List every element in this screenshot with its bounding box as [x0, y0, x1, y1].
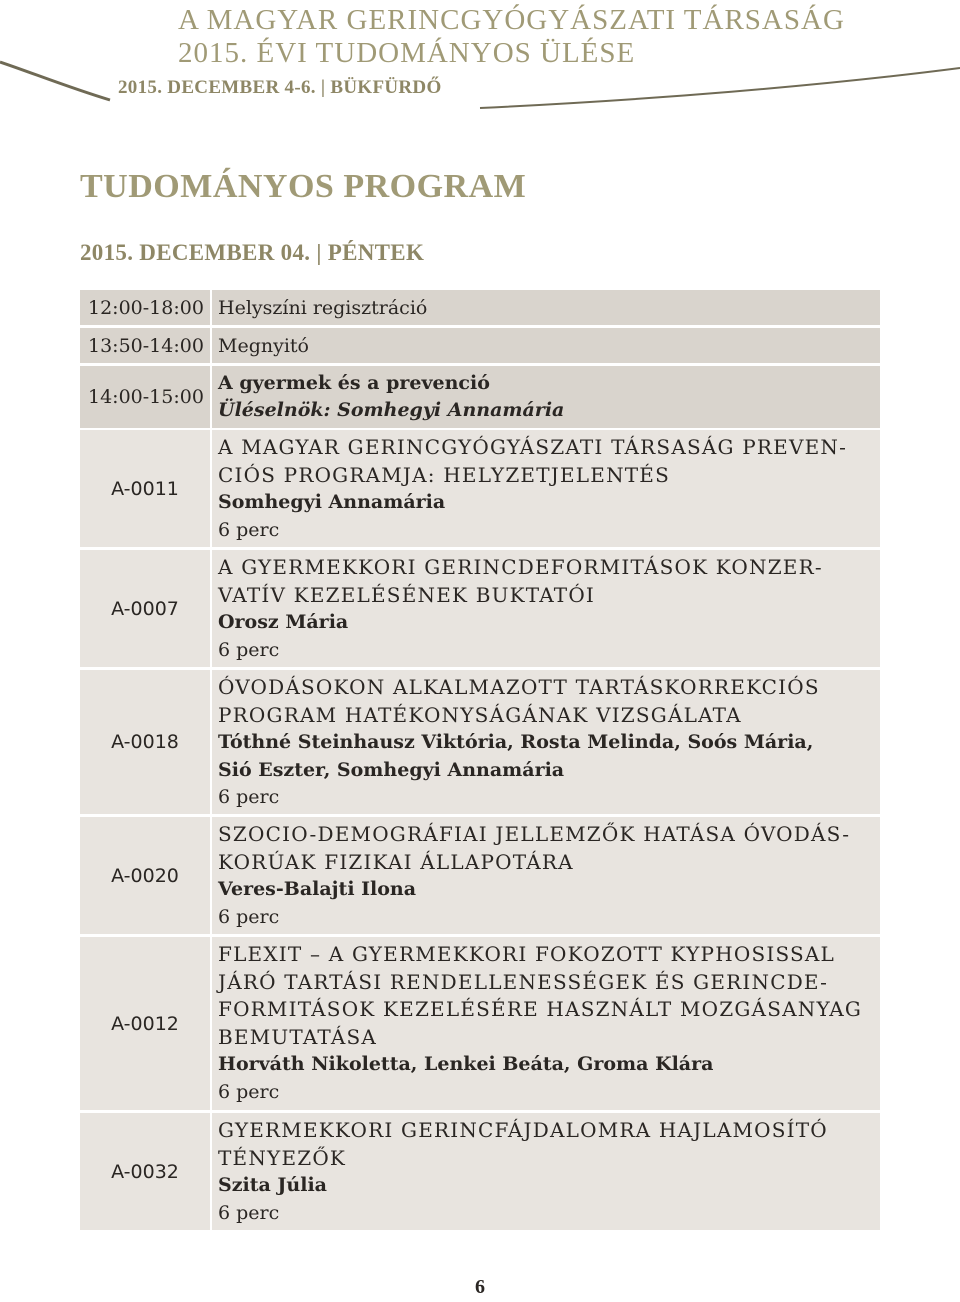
- talk-code: A-0020: [80, 817, 210, 934]
- conference-date-place: 2015. DECEMBER 4-6. | BÜKFÜRDŐ: [118, 77, 442, 98]
- talk-entry: [212, 817, 880, 934]
- talk-entry: [212, 1113, 880, 1230]
- schedule-time-registration: 12:00-18:00: [80, 290, 210, 325]
- schedule-time-opening: 13:50-14:00: [80, 328, 210, 363]
- session-time: 14:00-15:00: [80, 366, 210, 428]
- talk-code: A-0018: [80, 670, 210, 814]
- talk-title-line: FORMITÁSOK KEZELÉSÉRE HASZNÁLT MOZGÁSANYAG: [218, 997, 863, 1021]
- talk-duration: 6 perc: [218, 786, 280, 808]
- talk-code: A-0032: [80, 1113, 210, 1230]
- talk-duration: 6 perc: [218, 1201, 280, 1224]
- conference-title-line1: A MAGYAR GERINCGYÓGYÁSZATI TÁRSASÁG: [178, 4, 845, 36]
- session-title: A gyermek és a prevenció: [218, 372, 490, 394]
- talk-entry: [212, 430, 880, 547]
- talk-duration: 6 perc: [218, 638, 280, 661]
- talk-title-line: KORÚAK FIZIKAI ÁLLAPOTÁRA: [218, 849, 574, 874]
- session-header: [212, 366, 880, 428]
- schedule-item-opening: Megnyitó: [212, 328, 880, 363]
- talk-duration: 6 perc: [218, 905, 280, 928]
- section-title: TUDOMÁNYOS PROGRAM: [80, 168, 527, 205]
- talk-title-line: A GYERMEKKORI GERINCDEFORMITÁSOK KONZER-: [218, 555, 823, 579]
- session-chair: Üléselnök: Somhegyi Annamária: [218, 399, 565, 421]
- talk-entry: [212, 670, 880, 814]
- talk-title-line: CIÓS PROGRAMJA: HELYZETJELENTÉS: [218, 462, 671, 487]
- talk-title-line: A MAGYAR GERINCGYÓGYÁSZATI TÁRSASÁG PREVEN-: [218, 435, 848, 459]
- talk-title-line: VATÍV KEZELÉSÉNEK BUKTATÓI: [218, 582, 596, 607]
- talk-entry: [212, 550, 880, 667]
- talk-title-line: ÓVODÁSOKON ALKALMAZOTT TARTÁSKORREKCIÓS: [218, 675, 820, 699]
- talk-title-line: GYERMEKKORI GERINCFÁJDALOMRA HAJLAMOSÍTÓ: [218, 1118, 828, 1142]
- page-number: 6: [475, 1276, 485, 1298]
- talk-authors: Szita Júlia: [218, 1174, 327, 1196]
- talk-title-line: JÁRÓ TARTÁSI RENDELLENESSÉGEK ÉS GERINCDE-: [218, 969, 829, 994]
- conference-title-line2: 2015. ÉVI TUDOMÁNYOS ÜLÉSE: [178, 37, 636, 69]
- talk-title-line: PROGRAM HATÉKONYSÁGÁNAK VIZSGÁLATA: [218, 702, 742, 727]
- talk-title-line: SZOCIO-DEMOGRÁFIAI JELLEMZŐK HATÁSA ÓVODÁS-: [218, 822, 851, 846]
- talk-authors: Orosz Mária: [218, 611, 349, 633]
- talk-code: A-0011: [80, 430, 210, 547]
- talk-authors: Tóthné Steinhausz Viktória, Rosta Melinda, Soós Mária,: [218, 731, 814, 753]
- talk-code: A-0012: [80, 937, 210, 1110]
- talk-authors: Sió Eszter, Somhegyi Annamária: [218, 758, 565, 781]
- day-title: 2015. DECEMBER 04. | PÉNTEK: [80, 240, 425, 265]
- talk-authors: Horváth Nikoletta, Lenkei Beáta, Groma Klára: [218, 1053, 714, 1075]
- talk-title-line: FLEXIT – A GYERMEKKORI FOKOZOTT KYPHOSISSAL: [218, 942, 836, 966]
- talk-authors: Somhegyi Annamária: [218, 491, 446, 513]
- talk-authors: Veres-Balajti Ilona: [218, 878, 417, 900]
- talk-title-line: BEMUTATÁSA: [218, 1024, 378, 1049]
- talk-duration: 6 perc: [218, 1080, 280, 1103]
- talk-entry: [212, 937, 880, 1110]
- talk-code: A-0007: [80, 550, 210, 667]
- talk-duration: 6 perc: [218, 518, 280, 541]
- talk-title-line: TÉNYEZŐK: [218, 1145, 347, 1170]
- schedule-item-registration: Helyszíni regisztráció: [212, 290, 880, 325]
